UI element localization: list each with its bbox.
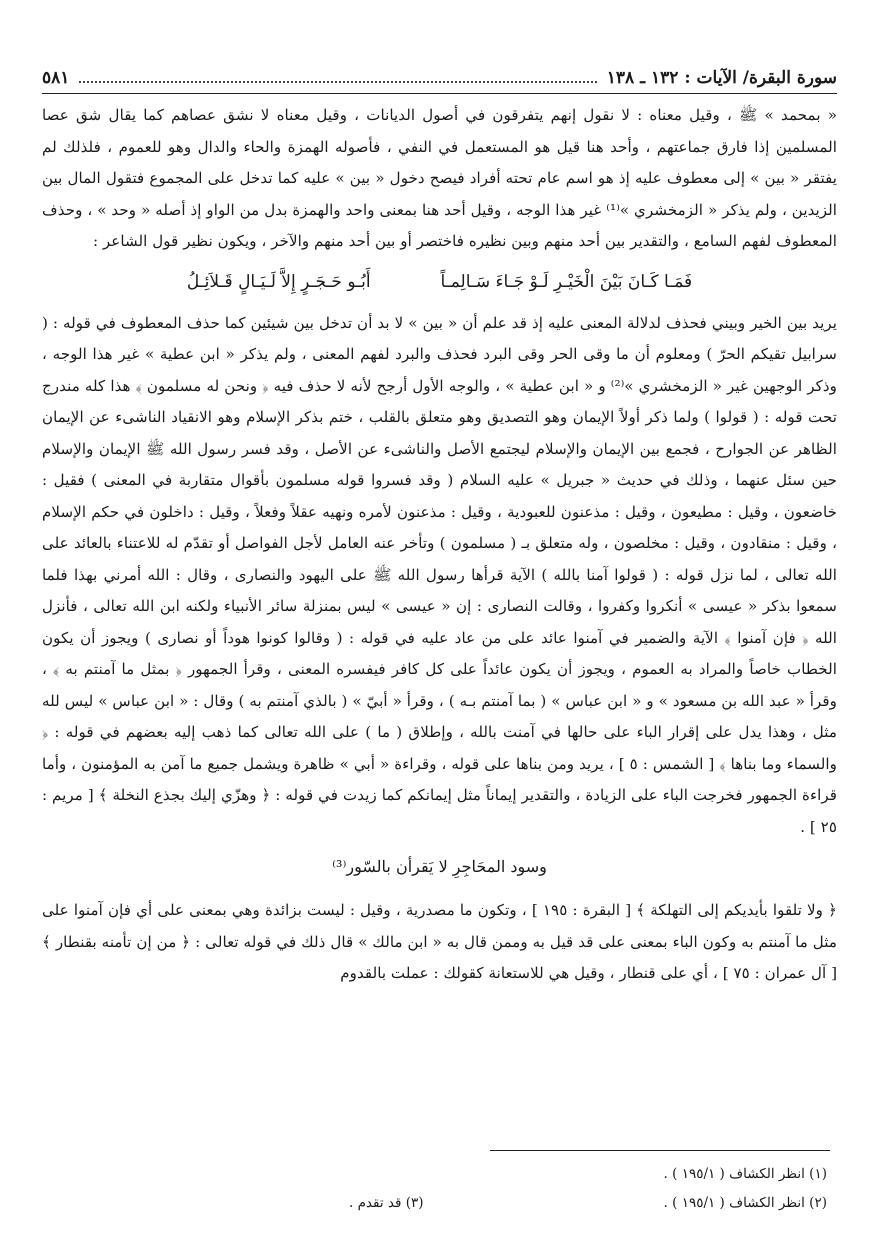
poetry-quote-line: وسود المحَاجِرِ لا يَقرأن بالسّور⁽³⁾: [332, 857, 547, 876]
verse-second-hemistich: أَبُـو حَـجَـرٍ إِلاَّ لَـيَـالٍ قَـلاَئِـلُ: [186, 271, 371, 292]
page-number: ٥٨١: [42, 68, 70, 88]
footnote-2: (٢) انظر الكشاف ( ١٩٥/١ ) .: [663, 1195, 827, 1211]
footnote-3: (٣) قد تقدم .: [348, 1195, 424, 1211]
paragraph-3: ﴿ ولا تلقوا بأيديكم إلى التهلكة ﴾ [ البقرة : ١٩٥ ] ، وتكون ما مصدرية ، وقيل : ليست بزائدة وهي بمعنى على أي فإن آمنوا على مثل ما آمنتم به وكون الباء بمعنى على قد قيل به وممن قال به « ابن مالك » قال ذلك في قوله تعالى : ﴿ من إن تأمنه بقنطار ﴾ [ آل عمران : ٧٥ ] ، أي على قنطار ، وقيل هي للاستعانة كقولك : عملت بالقدوم: [42, 901, 837, 982]
leader-dots: [79, 81, 596, 83]
footnote-row-1: [37, 1160, 827, 1189]
surah-title: سورة البقرة/ الآيات : ١٣٢ ـ ١٣٨: [606, 68, 837, 88]
verse-first-hemistich: فَمَـا كَـانَ بَيْنَ الْخَيْـرِ لَـوْ جَـاءَ سَـالِمـاً: [440, 271, 693, 292]
poetry-verse: [42, 262, 837, 302]
running-header: [42, 68, 837, 94]
footnotes: [37, 1160, 827, 1218]
footnote-row-2: [37, 1189, 827, 1218]
footnote-separator: [490, 1150, 830, 1151]
paragraph-2: يريد بين الخير وبيني فحذف لدلالة المعنى عليه إذ قد علم أن « بين » لا بد أن تدخل بين شيئين كما حذف المعطوف في قوله : ( سرابيل تقيكم الحرّ ) ومعلوم أن ما وقى الحر وقى البرد فحذف والبرد لفهم المعنى ، ولم يذكر « ابن عطية » غير هذا الوجه ، وذكر الوجهين غير « الزمخشري »⁽²⁾ و « ابن عطية » ، والوجه الأول أرجح لأنه لا حذف فيه ﴿ ونحن له مسلمون ﴾ هذا كله مندرج تحت قوله : ( قولوا ) ولما ذكر أولاً الإيمان وهو التصديق وهو متعلق بالقلب ، ختم بذكر الإسلام وهو الانقياد الناشىء عن الإيمان الظاهر عن الجوارح ، فجمع بين الإيمان والإسلام ليجتمع الأصل والناشىء عن الأصل ، وقد فسر رسول الله ﷺ الإيمان والإسلام حين سئل عنهما ، وذلك في حديث « جبريل » عليه السلام ( وقد فسروا قوله مسلمون بأقوال متقاربة في المعنى ) فقيل : خاضعون ، وقيل : مطيعون ، وقيل : مذعنون للعبودية ، وقيل : مذعنون لأمره ونهيه عقلاً وفعلاً ، وقيل : داخلون في حكم الإسلام ، وقيل : منقادون ، وقيل : مخلصون ، وله متعلق بـ ( مسلمون ) وتأخر عنه العامل لأجل الفواصل أو تقدّم له للاعتناء بالعائد على الله تعالى ، لما نزل قوله : ( قولوا آمنا بالله ) الآية قرأها رسول الله ﷺ على اليهود والنصارى ، وقال : الله أمرني بهذا فلما سمعوا بذكر « عيسى » أنكروا وكفروا ، وقالت النصارى : إن « عيسى » ليس بمنزلة سائر الأنبياء ولكنه ابن الله تعالى ، فأنزل الله ﴿ فإن آمنوا ﴾ الآية والضمير في آمنوا عائد على من عاد عليه في قوله : ( وقالوا كونوا هوداً أو نصارى ) ويجوز أن يكون الخطاب خاصاً والمراد به العموم ، ويجوز أن يكون عائداً على كل كافر فيفسره المعنى ، وقرأ الجمهور ﴿ بمثل ما آمنتم به ﴾ ، وقرأ « عبد الله بن مسعود » و « ابن عباس » ( بما آمنتم بـه ) ، وقرأ « أبيّ » ( بالذي آمنتم به ) وقال : « ابن عباس » ليس لله مثل ، وهذا يدل على إقرار الباء على حالها في آمنت بالله ، وإطلاق ( ما ) على الله تعالى كما ذهب إليه بعضهم في قوله : ﴿ والسماء وما بناها ﴾ [ الشمس : ٥ ] ، يريد ومن بناها على قوله ، وقراءة « أبي » ظاهرة ويشمل جميع ما آمن به المؤمنون ، وأما قراءة الجمهور فخرجت الباء على الزيادة ، والتقدير إيماناً مثل إيمانكم كما زيدت في قوله : ﴿ وهزّي إليك بجذع النخلة ﴾ [ مريم : ٢٥ ] .: [42, 313, 837, 836]
book-page: [42, 68, 837, 990]
footnote-1: (١) انظر الكشاف ( ١٩٥/١ ) .: [663, 1166, 827, 1182]
paragraph-1: « بمحمد » ﷺ ، وقيل معناه : لا نقول إنهم يتفرقون في أصول الديانات ، وقيل معناه لا نشق عصاهم كما يقال شق عصا المسلمين إذا فارق جماعتهم ، وأحد هنا قيل هو المستعمل في النفي ، فأصوله الهمزة والحاء والدال وهو للعموم ، فلذلك لم يفتقر « بين » إلى معطوف عليه إذ هو اسم عام تحته أفراد فيصح دخول « بين » عليه كما تدخل على المجموع فتقول المال بين الزيدين ، ولم يذكر « الزمخشري »⁽¹⁾ غير هذا الوجه ، وقيل أحد هنا بمعنى واحد والهمزة بدل من الواو إذ أصله « وحد » ، وحذف المعطوف لفهم السامع ، والتقدير بين أحد منهم وبين نظيره فاختصر أو بين أحد منهم والآخر ، ويكون نظير قول الشاعر :: [42, 106, 837, 250]
